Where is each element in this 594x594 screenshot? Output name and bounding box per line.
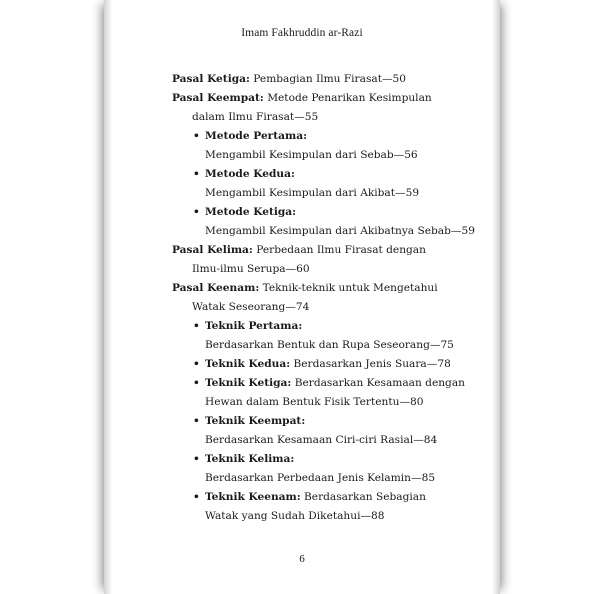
toc-entry-continuation: Watak Seseorang—74 (192, 301, 310, 313)
toc-entry-label: Pasal Keenam: (172, 282, 260, 294)
toc-subentry-continuation: Berdasarkan Perbedaan Jenis Kelamin—85 (205, 472, 436, 484)
toc-subentry (172, 165, 492, 184)
bullet-icon: • (193, 206, 200, 218)
bullet-icon: • (193, 377, 200, 389)
table-of-contents (172, 70, 492, 526)
toc-subentry (172, 374, 492, 393)
toc-subentry-label: Teknik Ketiga: (205, 377, 292, 389)
toc-entry-label: Pasal Keempat: (172, 92, 264, 104)
toc-subentry-label: Teknik Keenam: (205, 491, 301, 503)
toc-subentry (172, 127, 492, 146)
toc-subentry-label: Teknik Pertama: (205, 320, 303, 332)
toc-subentry-continuation: Berdasarkan Bentuk dan Rupa Seseorang—75 (205, 339, 454, 351)
bullet-icon: • (193, 130, 200, 142)
bullet-icon: • (193, 320, 200, 332)
running-head: Imam Fakhruddin ar-Razi (241, 27, 363, 39)
toc-entry-label: Pasal Kelima: (172, 244, 253, 256)
toc-subentry-continuation: Hewan dalam Bentuk Fisik Tertentu—80 (205, 396, 424, 408)
toc-entry-text: Metode Penarikan Kesimpulan (263, 92, 432, 104)
toc-entry-label: Pasal Ketiga: (172, 73, 250, 85)
toc-subentry (172, 450, 492, 469)
toc-subentry (172, 488, 492, 507)
toc-subentry (172, 317, 492, 336)
page-edge-shadow-right (492, 0, 500, 594)
toc-subentry-text: Berdasarkan Sebagian (300, 491, 426, 503)
bullet-icon: • (193, 358, 200, 370)
toc-entry (172, 241, 492, 260)
toc-subentry-label: Metode Kedua: (205, 168, 295, 180)
toc-entry-text: Perbedaan Ilmu Firasat dengan (252, 244, 426, 256)
bullet-icon: • (193, 453, 200, 465)
page-edge-shadow-left (104, 0, 112, 594)
bullet-icon: • (193, 491, 200, 503)
toc-subentry-continuation: Mengambil Kesimpulan dari Sebab—56 (205, 149, 418, 161)
toc-subentry-text: Berdasarkan Kesamaan dengan (291, 377, 465, 389)
toc-entry (172, 89, 492, 108)
toc-subentry-continuation: Berdasarkan Kesamaan Ciri-ciri Rasial—84 (205, 434, 438, 446)
toc-entry-text: Teknik-teknik untuk Mengetahui (259, 282, 438, 294)
toc-subentry (172, 355, 492, 374)
toc-subentry (172, 412, 492, 431)
toc-subentry-continuation: Watak yang Sudah Diketahui—88 (205, 510, 385, 522)
book-page (104, 0, 500, 594)
toc-subentry-label: Teknik Keempat: (205, 415, 306, 427)
toc-subentry-label: Teknik Kelima: (205, 453, 295, 465)
bullet-icon: • (193, 168, 200, 180)
toc-subentry-continuation: Mengambil Kesimpulan dari Akibatnya Sebab—59 (205, 225, 475, 237)
toc-entry (172, 70, 492, 89)
toc-subentry-label: Metode Ketiga: (205, 206, 297, 218)
bullet-icon: • (193, 415, 200, 427)
toc-entry-continuation: Ilmu-ilmu Serupa—60 (192, 263, 310, 275)
toc-entry-text: Pembagian Ilmu Firasat—50 (249, 73, 407, 85)
toc-subentry (172, 203, 492, 222)
toc-subentry-continuation: Mengambil Kesimpulan dari Akibat—59 (205, 187, 420, 199)
toc-subentry-label: Metode Pertama: (205, 130, 308, 142)
toc-entry-continuation: dalam Ilmu Firasat—55 (192, 111, 319, 123)
toc-subentry-text: Berdasarkan Jenis Suara—78 (290, 358, 451, 370)
toc-subentry-label: Teknik Kedua: (205, 358, 291, 370)
page-number: 6 (299, 553, 305, 565)
toc-entry (172, 279, 492, 298)
